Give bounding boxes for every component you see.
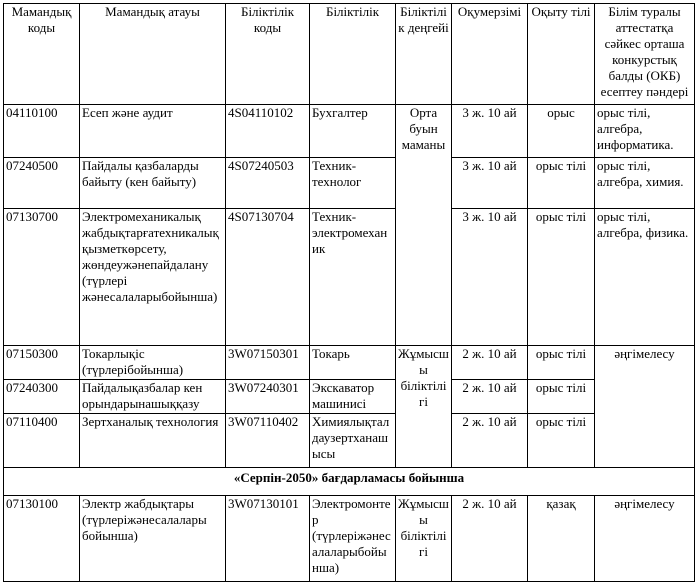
header-subjects: Білім туралы аттестатқа сәйкес орташа конкурстық балды (ОКБ) есептеу пәндері bbox=[595, 4, 695, 105]
row-lang: орыс тілі bbox=[528, 209, 595, 346]
row-lang: орыс тілі bbox=[528, 414, 595, 468]
row-duration: 2 ж. 10 ай bbox=[452, 496, 528, 582]
section-title: «Серпін-2050» бағдарламасы бойынша bbox=[4, 468, 695, 496]
row-code: 07130700 bbox=[4, 209, 80, 346]
level-worker: Жұмысшы біліктілігі bbox=[396, 346, 452, 468]
specialties-table bbox=[3, 3, 695, 582]
row-name: Есеп және аудит bbox=[80, 105, 226, 158]
table-row bbox=[4, 380, 695, 414]
table-row bbox=[4, 209, 695, 346]
row-name: Электр жабдықтары (түрлеріжәнесалалары бойынша) bbox=[80, 496, 226, 582]
table-row bbox=[4, 158, 695, 209]
row-lang: орыс тілі bbox=[528, 158, 595, 209]
row-lang: орыс тілі bbox=[528, 380, 595, 414]
header-name: Мамандық атауы bbox=[80, 4, 226, 105]
interview-note: әңгімелесу bbox=[595, 346, 695, 468]
level-mid: Орта буын маманы bbox=[396, 105, 452, 346]
row-level: Жұмысшы біліктілігі bbox=[396, 496, 452, 582]
row-lang: орыс bbox=[528, 105, 595, 158]
row-qual: Токарь bbox=[310, 346, 396, 380]
row-qual: Техник-электромеханик bbox=[310, 209, 396, 346]
row-name: Пайдалы қазбаларды байыту (кен байыту) bbox=[80, 158, 226, 209]
row-qual-code: 3W07110402 bbox=[226, 414, 310, 468]
row-qual: Бухгалтер bbox=[310, 105, 396, 158]
table-row bbox=[4, 105, 695, 158]
row-duration: 3 ж. 10 ай bbox=[452, 105, 528, 158]
row-code: 07110400 bbox=[4, 414, 80, 468]
header-duration: Оқумерзімі bbox=[452, 4, 528, 105]
row-code: 07240300 bbox=[4, 380, 80, 414]
row-name: Электромеханикалық жабдықтарғатехникалық қызметкөрсету, жөндеужәнепайдалану (түрлері жәнесалаларыбойынша) bbox=[80, 209, 226, 346]
row-qual-code: 4S07240503 bbox=[226, 158, 310, 209]
row-code: 07130100 bbox=[4, 496, 80, 582]
row-qual-code: 3W07130101 bbox=[226, 496, 310, 582]
row-qual: Техник-технолог bbox=[310, 158, 396, 209]
row-subjects: орыс тілі, алгебра, информатика. bbox=[595, 105, 695, 158]
row-qual-code: 3W07240301 bbox=[226, 380, 310, 414]
header-qual: Біліктілік bbox=[310, 4, 396, 105]
header-code: Мамандық коды bbox=[4, 4, 80, 105]
row-code: 07240500 bbox=[4, 158, 80, 209]
row-qual-code: 4S04110102 bbox=[226, 105, 310, 158]
row-code: 07150300 bbox=[4, 346, 80, 380]
row-name: Зертханалық технология bbox=[80, 414, 226, 468]
row-code: 04110100 bbox=[4, 105, 80, 158]
row-subjects: орыс тілі, алгебра, физика. bbox=[595, 209, 695, 346]
row-duration: 3 ж. 10 ай bbox=[452, 209, 528, 346]
table-row bbox=[4, 496, 695, 582]
row-duration: 2 ж. 10 ай bbox=[452, 380, 528, 414]
table-row bbox=[4, 414, 695, 468]
row-name: Токарлықіс (түрлерібойынша) bbox=[80, 346, 226, 380]
row-subjects: орыс тілі, алгебра, химия. bbox=[595, 158, 695, 209]
table-row bbox=[4, 346, 695, 380]
row-name: Пайдалықазбалар кен орындарынашыққазу bbox=[80, 380, 226, 414]
row-duration: 2 ж. 10 ай bbox=[452, 414, 528, 468]
row-lang: қазақ bbox=[528, 496, 595, 582]
row-qual: Химиялықталдаузертханашысы bbox=[310, 414, 396, 468]
row-subjects: әңгімелесу bbox=[595, 496, 695, 582]
row-duration: 2 ж. 10 ай bbox=[452, 346, 528, 380]
row-duration: 3 ж. 10 ай bbox=[452, 158, 528, 209]
header-row bbox=[4, 4, 695, 105]
row-qual: Электромонтер (түрлеріжәнесалаларыбойынша) bbox=[310, 496, 396, 582]
header-lang: Оқыту тілі bbox=[528, 4, 595, 105]
row-qual-code: 3W07150301 bbox=[226, 346, 310, 380]
section-row bbox=[4, 468, 695, 496]
header-level: Біліктілік деңгейі bbox=[396, 4, 452, 105]
header-qual-code: Біліктілік коды bbox=[226, 4, 310, 105]
row-qual: Экскаватор машинисі bbox=[310, 380, 396, 414]
row-lang: орыс тілі bbox=[528, 346, 595, 380]
row-qual-code: 4S07130704 bbox=[226, 209, 310, 346]
